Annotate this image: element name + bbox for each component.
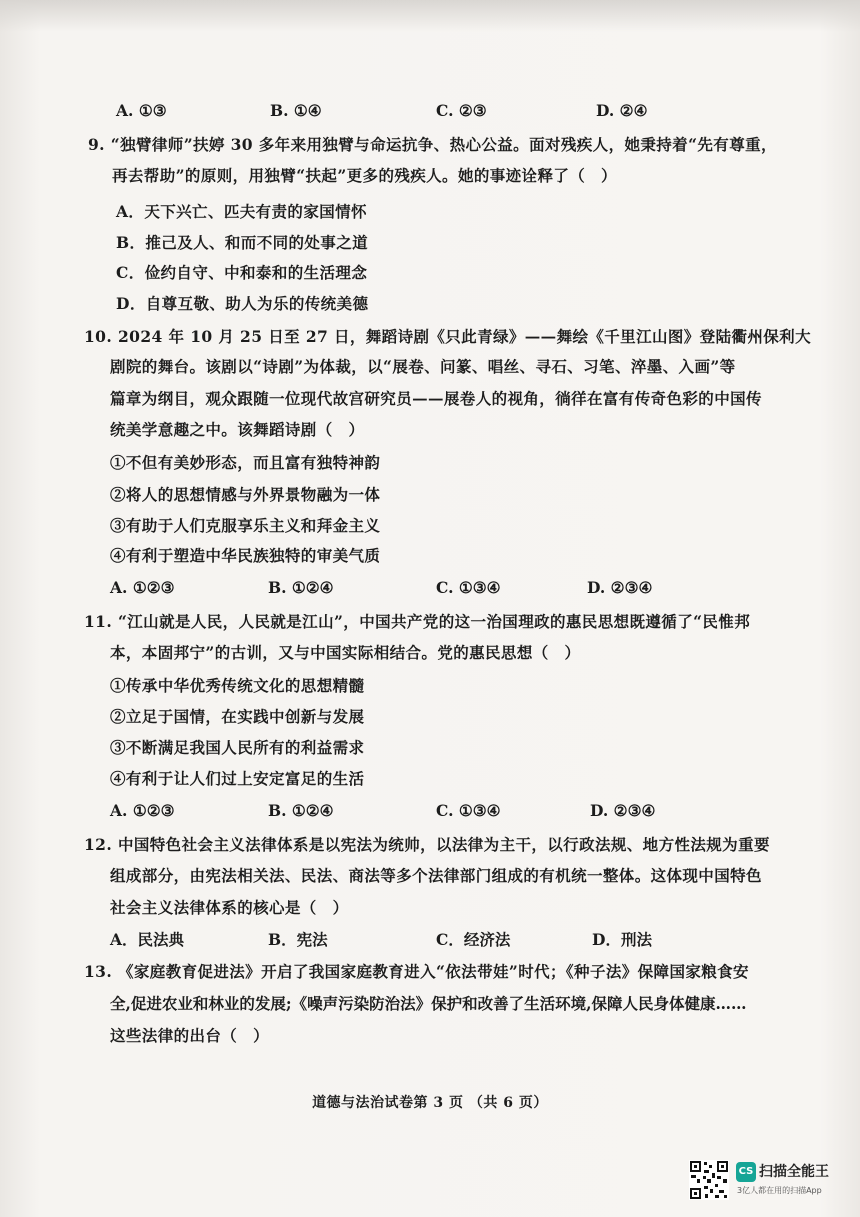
q12-option-b: B．宪法: [268, 930, 328, 949]
q11-stem-line-1: 11. “江山就是人民，人民就是江山”，中国共产党的这一治国理政的惠民思想既遵循了“民惟邦: [84, 612, 751, 631]
q10-option-c: C. ①③④: [436, 578, 501, 597]
q8-option-d: D. ②④: [596, 101, 648, 120]
camscanner-logo-icon: CS: [736, 1162, 756, 1182]
q8-option-b: B. ①④: [270, 101, 322, 120]
q12-stem-line-1: 12. 中国特色社会主义法律体系是以宪法为统帅，以法律为主干，以行政法规、地方性法规为重要: [84, 835, 770, 854]
q13-stem-line-1: 13. 《家庭教育促进法》开启了我国家庭教育进入“依法带娃”时代；《种子法》保障国家粮食安: [84, 962, 749, 981]
q9-option-a: A．天下兴亡、匹夫有责的家国情怀: [116, 202, 367, 221]
page-footer: 道德与法治试卷第 3 页 （共 6 页）: [312, 1095, 548, 1111]
q10-statement-4: ④有利于塑造中华民族独特的审美气质: [110, 546, 381, 565]
q10-option-b: B. ①②④: [268, 578, 334, 597]
q12-option-d: D．刑法: [592, 930, 652, 949]
scanner-tagline: 3亿人都在用的扫描App: [737, 1186, 822, 1195]
q10-statement-1: ①不但有美妙形态，而且富有独特神韵: [110, 453, 381, 472]
q9-stem-line-2: 再去帮助”的原则，用独臂“扶起”更多的残疾人。她的事迹诠释了（ ）: [112, 166, 617, 185]
q12-option-c: C．经济法: [436, 930, 511, 949]
q12-stem-line-2: 组成部分，由宪法相关法、民法、商法等多个法律部门组成的有机统一整体。这体现中国特色: [110, 866, 762, 885]
q10-option-a: A. ①②③: [110, 578, 175, 597]
q9-option-d: D．自尊互敬、助人为乐的传统美德: [116, 294, 369, 313]
q11-stem-line-2: 本，本固邦宁”的古训，又与中国实际相结合。党的惠民思想（ ）: [110, 643, 581, 662]
q10-option-d: D. ②③④: [587, 578, 653, 597]
q11-option-c: C. ①③④: [436, 801, 501, 820]
q11-option-a: A. ①②③: [110, 801, 175, 820]
q10-statement-3: ③有助于人们克服享乐主义和拜金主义: [110, 516, 381, 535]
q12-option-a: A．民法典: [110, 930, 185, 949]
q11-statement-3: ③不断满足我国人民所有的利益需求: [110, 738, 365, 757]
q11-statement-4: ④有利于让人们过上安定富足的生活: [110, 769, 365, 788]
q9-option-c: C．俭约自守、中和泰和的生活理念: [116, 263, 368, 282]
q10-stem-line-1: 10. 2024 年 10 月 25 日至 27 日，舞蹈诗剧《只此青绿》——舞绘《千里江山图》登陆衢州保利大: [84, 327, 811, 346]
q10-stem-line-3: 篇章为纲目，观众跟随一位现代故宫研究员——展卷人的视角，徜徉在富有传奇色彩的中国传: [110, 389, 762, 408]
q9-option-b: B．推己及人、和而不同的处事之道: [116, 233, 369, 252]
q10-stem-line-2: 剧院的舞台。该剧以“诗剧”为体裁，以“展卷、问篆、唱丝、寻石、习笔、淬墨、入画”等: [110, 357, 736, 376]
q13-stem-line-2: 全,促进农业和林业的发展;《噪声污染防治法》保护和改善了生活环境,保障人民身体健康……: [110, 994, 747, 1013]
q8-option-c: C. ②③: [436, 101, 487, 120]
q8-option-a: A. ①③: [116, 101, 167, 120]
q12-stem-line-3: 社会主义法律体系的核心是（ ）: [110, 898, 349, 917]
q9-stem-line-1: 9. “独臂律师”扶婷 30 多年来用独臂与命运抗争、热心公益。面对残疾人，她秉持着“先有尊重，: [88, 135, 777, 154]
q11-option-b: B. ①②④: [268, 801, 334, 820]
q13-stem-line-3: 这些法律的出台（ ）: [110, 1026, 270, 1045]
q11-statement-2: ②立足于国情，在实践中创新与发展: [110, 707, 365, 726]
qr-code-icon: [689, 1160, 729, 1200]
scanner-watermark: [689, 1160, 849, 1208]
q11-statement-1: ①传承中华优秀传统文化的思想精髓: [110, 676, 365, 695]
page-top-shadow: [0, 0, 860, 32]
q10-stem-line-4: 统美学意趣之中。该舞蹈诗剧（ ）: [110, 420, 365, 439]
scanner-app-name: 扫描全能王: [759, 1164, 829, 1180]
q10-statement-2: ②将人的思想情感与外界景物融为一体: [110, 485, 381, 504]
q11-option-d: D. ②③④: [590, 801, 656, 820]
